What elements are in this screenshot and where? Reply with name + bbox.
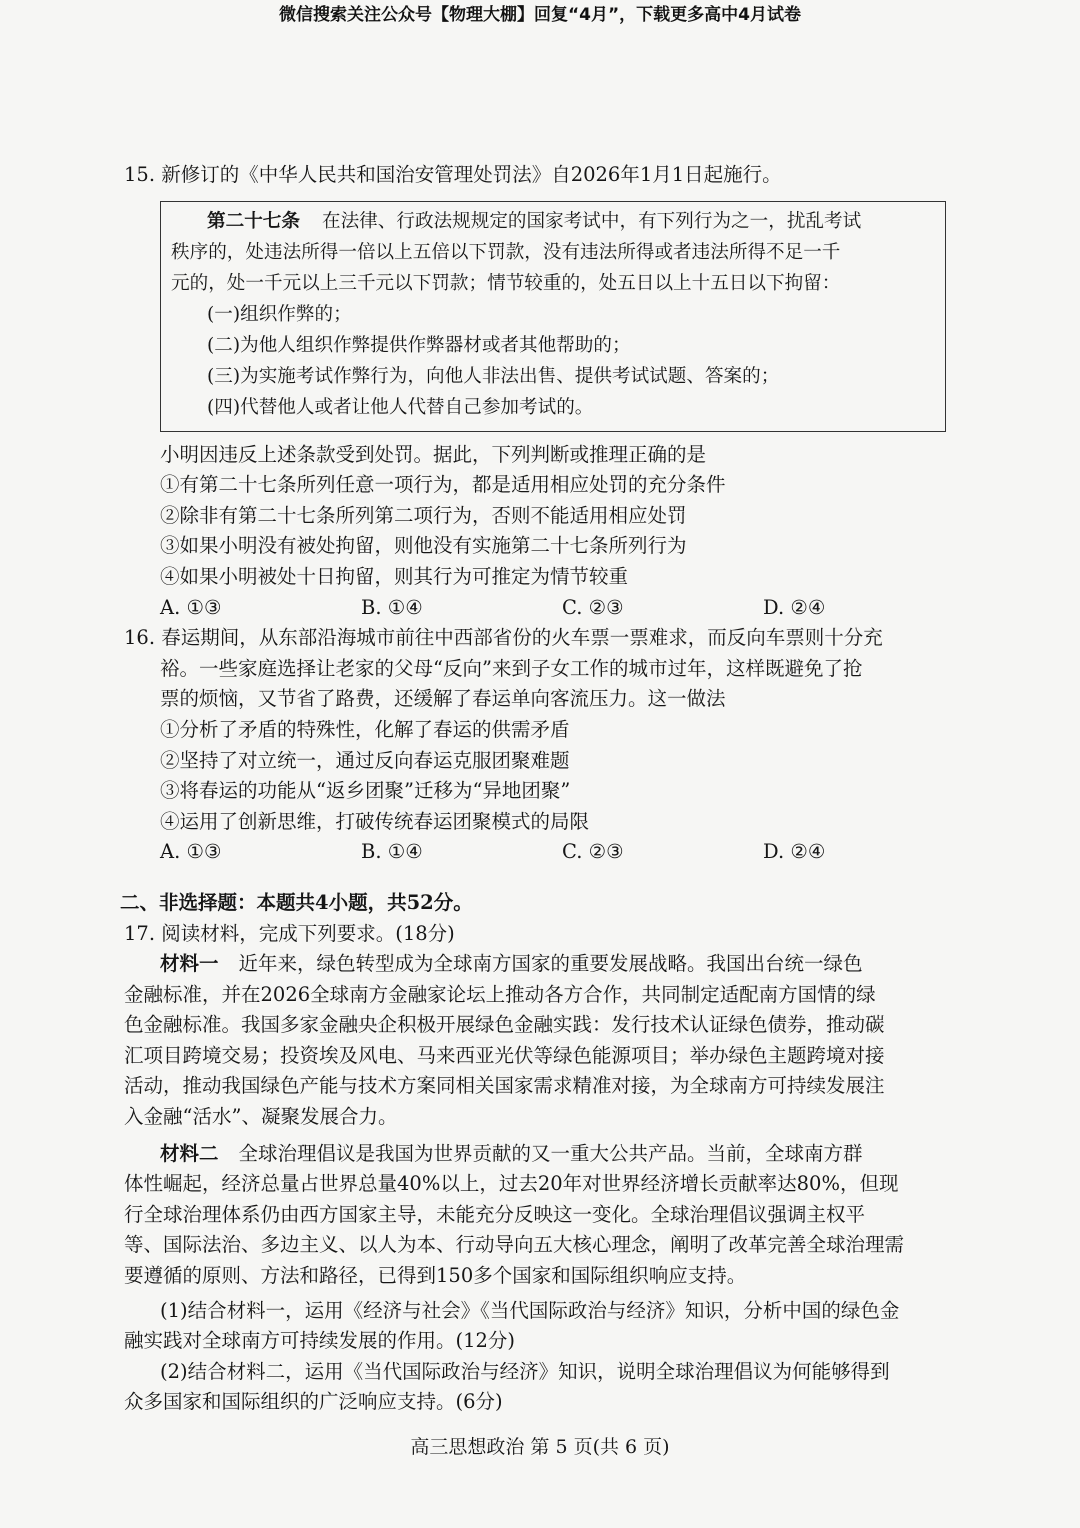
material-1-text: 近年来，绿色转型成为全球南方国家的重要发展战略。我国出台统一绿色 [238,952,863,976]
q16-choices [124,837,964,868]
choice-d: D. ②④ [763,840,826,864]
material-1-line [124,949,964,980]
material-2-line: 等、国际法治、多边主义、以人为本、行动导向五大核心理念，阐明了改革完善全球治理需 [124,1233,905,1257]
q17-sub1-line: 融实践对全球南方可持续发展的作用。(12分) [124,1329,516,1353]
statute-head: 第二十七条 [207,210,300,232]
top-banner: 微信搜索关注公众号【物理大棚】回复“4月”，下载更多高中4月试卷 [278,5,801,25]
material-2-line: 行全球治理体系仍由西方国家主导，未能充分反映这一变化。全球治理倡议强调主权平 [124,1202,866,1226]
q15-option: ②除非有第二十七条所列第二项行为，否则不能适用相应处罚 [160,503,687,527]
material-1-label: 材料一 [160,952,219,976]
q17-sub2-line: (2)结合材料二，运用《当代国际政治与经济》知识，说明全球治理倡议为何能够得到 [160,1359,890,1383]
statute-line-2: 秩序的，处违法所得一倍以上五倍以下罚款，没有违法所得或者违法所得不足一千 [171,241,841,263]
statute-item: (四)代替他人或者让他人代替自己参加考试的。 [207,396,594,418]
material-2-line [124,1139,964,1170]
q16-option: ①分析了矛盾的特殊性，化解了春运的供需矛盾 [160,717,570,741]
q16-option: ④运用了创新思维，打破传统春运团聚模式的局限 [160,809,590,833]
section-title: 二、非选择题：本题共4小题，共52分。 [120,890,473,914]
page-content [120,160,964,1418]
q16-stem-3: 票的烦恼，又节省了路费，还缓解了春运单向客流压力。这一做法 [160,687,726,711]
q16-option: ③将春运的功能从“返乡团聚”迁移为“异地团聚” [160,779,571,803]
material-2-label: 材料二 [160,1141,219,1165]
choice-c: C. ②③ [562,595,624,619]
statute-line-3: 元的，处一千元以上三千元以下罚款；情节较重的，处五日以上十五日以下拘留： [171,272,841,294]
material-2-line: 要遵循的原则、方法和路径，已得到150多个国家和国际组织响应支持。 [124,1264,747,1288]
q15-choices [124,593,964,624]
statute-line-1 [171,206,935,237]
material-2-text: 全球治理倡议是我国为世界贡献的又一重大公共产品。当前，全球南方群 [238,1141,863,1165]
q15-option: ④如果小明被处十日拘留，则其行为可推定为情节较重 [160,564,629,588]
statute-item: (一)组织作弊的； [207,303,352,325]
choice-a: A. ①③ [160,840,222,864]
statute-item: (二)为他人组织作弊提供作弊器材或者其他帮助的； [207,334,631,356]
choice-d: D. ②④ [763,595,826,619]
q16-option: ②坚持了对立统一，通过反向春运克服团聚难题 [160,748,570,772]
material-1-line: 色金融标准。我国多家金融央企积极开展绿色金融实践：发行技术认证绿色债券，推动碳 [124,1013,885,1037]
statute-text-1: 在法律、行政法规规定的国家考试中，有下列行为之一，扰乱考试 [321,210,862,232]
material-2-line: 体性崛起，经济总量占世界总量40%以上，过去20年对世界经济增长贡献率达80%，但现 [124,1172,899,1196]
material-2 [124,1139,964,1292]
statute-box [160,201,946,432]
choice-a: A. ①③ [160,595,222,619]
material-1-line: 汇项目跨境交易；投资埃及风电、马来西亚光伏等绿色能源项目；举办绿色主题跨境对接 [124,1043,885,1067]
q17-sub2-line: 众多国家和国际组织的广泛响应支持。(6分) [124,1390,503,1414]
choice-b: B. ①④ [361,595,423,619]
q16-stem-1: 16. 春运期间，从东部沿海城市前往中西部省份的火车票一票难求，而反向车票则十分充 [124,626,883,650]
q15-prompt: 小明因违反上述条款受到处罚。据此，下列判断或推理正确的是 [160,442,707,466]
material-1 [124,949,964,1133]
q17-sub1-line: (1)结合材料一，运用《经济与社会》《当代国际政治与经济》知识，分析中国的绿色金 [160,1298,900,1322]
statute-item: (三)为实施考试作弊行为，向他人非法出售、提供考试试题、答案的； [207,365,780,387]
q15-option: ①有第二十七条所列任意一项行为，都是适用相应处罚的充分条件 [160,473,726,497]
page-footer: 高三思想政治 第 5 页(共 6 页) [410,1436,670,1458]
q15-stem: 15. 新修订的《中华人民共和国治安管理处罚法》自2026年1月1日起施行。 [124,163,782,186]
material-1-line: 活动，推动我国绿色产能与技术方案同相关国家需求精准对接，为全球南方可持续发展注 [124,1074,885,1098]
q15-option: ③如果小明没有被处拘留，则他没有实施第二十七条所列行为 [160,534,687,558]
material-1-line: 金融标准，并在2026全球南方金融家论坛上推动各方合作，共同制定适配南方国情的绿 [124,982,876,1006]
material-1-line: 入金融“活水”、凝聚发展合力。 [124,1105,398,1129]
choice-c: C. ②③ [562,840,624,864]
q16-stem-2: 裕。一些家庭选择让老家的父母“反向”来到子女工作的城市过年，这样既避免了抢 [160,656,863,680]
choice-b: B. ①④ [361,840,423,864]
q17-stem: 17. 阅读材料，完成下列要求。(18分) [124,921,455,945]
